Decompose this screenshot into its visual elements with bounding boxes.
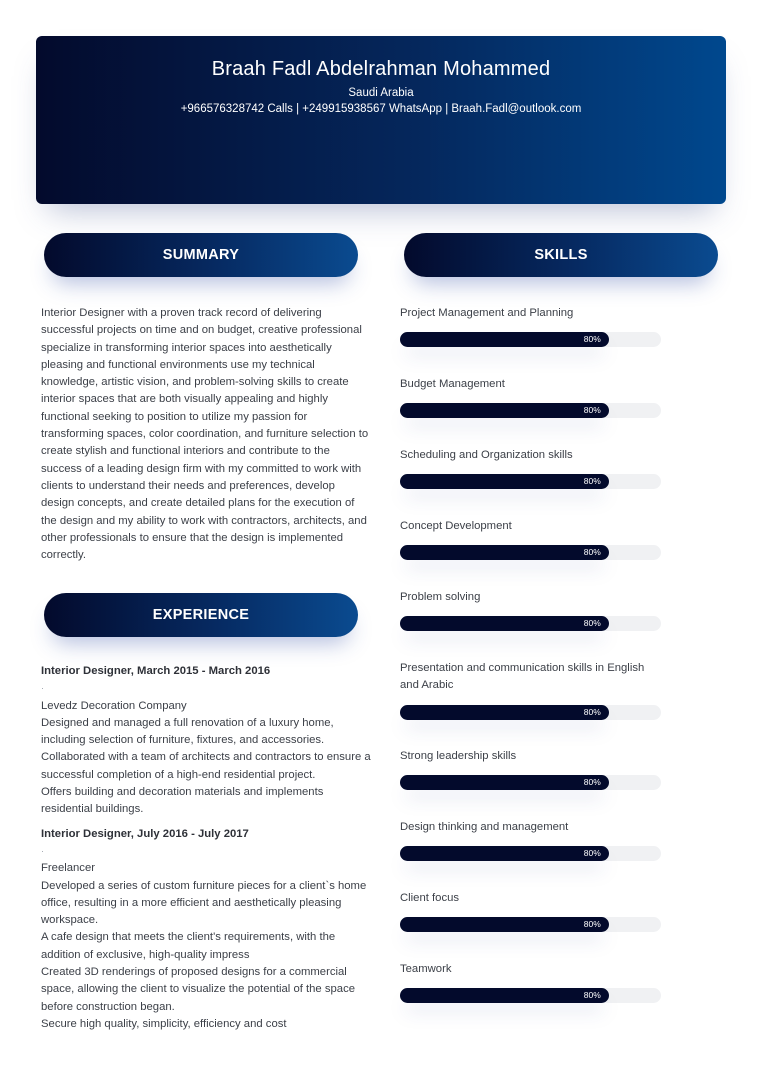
skills-heading-label: SKILLS	[534, 247, 588, 263]
job-description-line: A cafe design that meets the client's requirements, with the addition of exclusive, high-quality impress	[41, 931, 336, 961]
skill-item	[400, 376, 662, 447]
skill-item	[400, 961, 662, 1032]
candidate-contact: +966576328742 Calls | +249915938567 WhatsApp | Braah.Fadl@outlook.com	[180, 103, 582, 115]
skill-bar-track	[400, 846, 661, 861]
skill-label: Scheduling and Organization skills	[400, 449, 573, 461]
skill-bar-percent: 80%	[583, 405, 601, 416]
skill-bar-percent: 80%	[583, 990, 601, 1001]
skill-bar-percent: 80%	[583, 547, 601, 558]
skills-heading	[404, 233, 718, 277]
job-description-line: Created 3D renderings of proposed designs for a commercial space, allowing the client to visualize the potential of the space before construction began.	[41, 966, 355, 1013]
job-description-line: Secure high quality, simplicity, efficiency and cost	[41, 1017, 287, 1030]
skill-label: Teamwork	[400, 963, 452, 975]
skill-bar-percent: 80%	[583, 777, 601, 788]
skill-label: Strong leadership skills	[400, 750, 517, 762]
skill-bar-fill	[400, 474, 609, 489]
job-description-line: Collaborated with a team of architects and contractors to ensure a successful completion of a high-end residential project.	[41, 751, 371, 781]
skill-bar-percent: 80%	[583, 848, 601, 859]
skill-bar-fill	[400, 403, 609, 418]
experience-heading	[44, 593, 358, 637]
job-entry	[41, 663, 371, 819]
skill-bar-track	[400, 474, 661, 489]
skill-bar-track	[400, 332, 661, 347]
skill-label: Concept Development	[400, 520, 512, 532]
skill-label: Presentation and communication skills in English and Arabic	[400, 662, 645, 692]
skill-item	[400, 890, 662, 961]
job-title: Interior Designer, July 2016 - July 2017	[41, 827, 249, 840]
job-description-line: Designed and managed a full renovation of a luxury home, including selection of furniture, fixtures, and accessories.	[41, 716, 334, 747]
job-description-line: Offers building and decoration materials and implements residential buildings.	[41, 786, 324, 816]
skill-bar-percent: 80%	[583, 919, 601, 930]
skill-bar-fill	[400, 988, 609, 1003]
job-separator: ·	[41, 683, 44, 694]
experience-heading-label: EXPERIENCE	[152, 607, 250, 623]
skill-item	[400, 660, 662, 748]
summary-heading	[44, 233, 358, 277]
skill-bar-percent: 80%	[583, 706, 601, 717]
candidate-name: Braah Fadl Abdelrahman Mohammed	[211, 58, 551, 80]
skill-bar-percent: 80%	[583, 476, 601, 487]
skill-bar-fill	[400, 775, 609, 790]
summary-text: Interior Designer with a proven track record of delivering successful projects on time and on budget, creative professional specialize in transforming interior spaces into aesthetically pleasing and functional environments use my technical knowledge, artistic vision, and problem-solving skills to create interior spaces that are both visually appealing and highly functional seeking to position to utilize my passion for transforming spaces, color coordination, and furniture selection to create stylish and functional interiors and contribute to the success of a leading design firm with my committed to work with clients to understand their needs and preferences, develop design concepts, and create detailed plans for the execution of the design and my ability to work with contractors, architects, and other professionals to ensure that the design is implemented correctly.	[41, 307, 369, 562]
skill-label: Design thinking and management	[400, 821, 569, 833]
skill-item	[400, 819, 662, 890]
skill-bar-track	[400, 545, 661, 560]
skill-bar-fill	[400, 616, 609, 631]
candidate-country: Saudi Arabia	[348, 87, 414, 99]
skill-label: Problem solving	[400, 591, 481, 603]
skill-item	[400, 305, 662, 376]
resume-header	[36, 36, 726, 204]
skill-label: Budget Management	[400, 378, 505, 390]
skill-bar-percent: 80%	[583, 618, 601, 629]
skill-bar-track	[400, 988, 661, 1003]
skill-bar-track	[400, 917, 661, 932]
experience-list	[41, 663, 371, 1040]
skill-bar-track	[400, 705, 661, 720]
skill-bar-fill	[400, 705, 609, 720]
skill-bar-track	[400, 775, 661, 790]
job-entry	[41, 826, 371, 1034]
skill-bar-percent: 80%	[583, 334, 601, 345]
skill-bar-track	[400, 403, 661, 418]
job-title: Interior Designer, March 2015 - March 2016	[41, 665, 271, 677]
skill-label: Client focus	[400, 892, 460, 904]
skill-item	[400, 589, 662, 660]
skill-bar-fill	[400, 332, 609, 347]
skill-bar-fill	[400, 917, 609, 932]
skills-list	[400, 305, 662, 1032]
skill-bar-fill	[400, 545, 609, 560]
skill-item	[400, 748, 662, 819]
skill-item	[400, 447, 662, 518]
job-separator: ·	[41, 845, 44, 856]
job-description-line: Developed a series of custom furniture pieces for a client`s home office, resulting in a more efficient and aesthetically pleasing workspace.	[41, 879, 367, 927]
skill-label: Project Management and Planning	[400, 307, 574, 319]
skill-bar-track	[400, 616, 661, 631]
skill-bar-fill	[400, 846, 609, 861]
job-company: Levedz Decoration Company	[41, 699, 187, 712]
skill-item	[400, 518, 662, 589]
job-company: Freelancer	[41, 862, 95, 875]
summary-heading-label: SUMMARY	[162, 247, 240, 263]
